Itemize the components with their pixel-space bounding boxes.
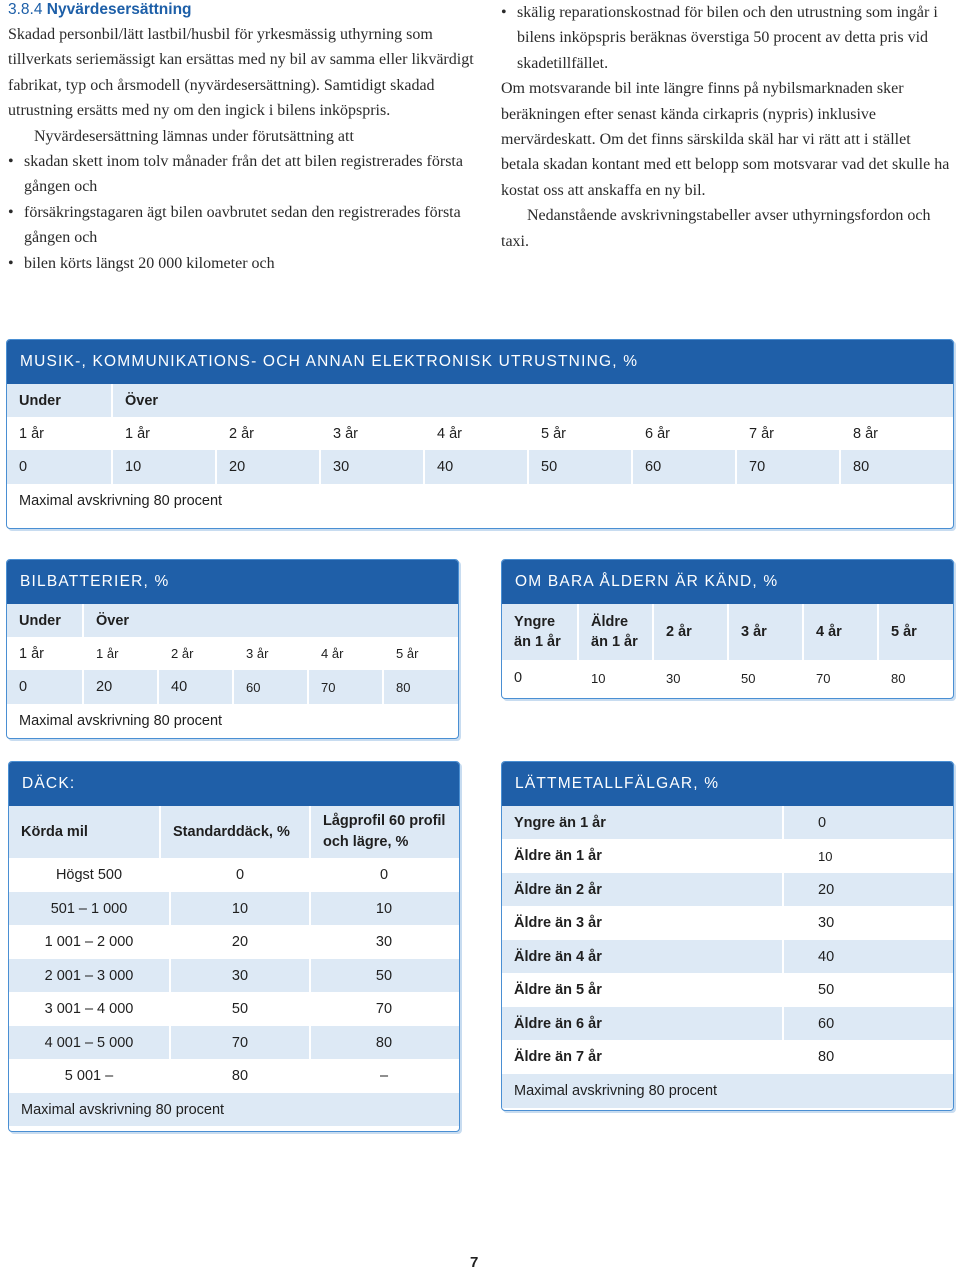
table-row bbox=[9, 1026, 459, 1059]
value-cell: 70 bbox=[735, 450, 839, 484]
mil-cell: Högst 500 bbox=[55, 867, 123, 883]
standard-cell: 30 bbox=[169, 959, 309, 992]
value-cell: 30 bbox=[319, 450, 423, 484]
header-under: Under bbox=[19, 392, 61, 409]
age-cell: 1 år bbox=[19, 425, 44, 442]
age-cell: 3 år bbox=[232, 637, 307, 670]
table-footer bbox=[502, 1074, 953, 1108]
condition-list bbox=[8, 149, 478, 276]
condition-item: • skälig reparationskostnad för bilen och den utrustning som ingår i bilens inköpspris beräknas överstiga 50 procent av detta pris vid skadetillfället. bbox=[501, 0, 951, 76]
age-cell: 2 år bbox=[157, 637, 232, 670]
header-under: Under bbox=[19, 612, 61, 629]
value-cell: 10 bbox=[111, 450, 215, 484]
value-cell: 20 bbox=[215, 450, 319, 484]
header-cell bbox=[502, 604, 577, 660]
header-cell: 2 år bbox=[652, 604, 727, 660]
page-number: 7 bbox=[470, 1254, 479, 1271]
table-row-values bbox=[502, 660, 953, 696]
value-cell: 0 bbox=[19, 679, 28, 695]
condition-item: • försäkringstagaren ägt bilen oavbrutet sedan den registrerades första gången och bbox=[8, 200, 478, 251]
table-footer bbox=[7, 704, 458, 737]
header-cell: 5 år bbox=[877, 604, 951, 660]
age-cell: 5 år bbox=[527, 417, 631, 450]
value-cell: 40 bbox=[423, 450, 527, 484]
age-label: Äldre än 1 år bbox=[514, 848, 602, 864]
value-cell: 50 bbox=[782, 973, 951, 1007]
table-title: MUSIK-, KOMMUNIKATIONS- OCH ANNAN ELEKTRONISK UTRUSTNING, % bbox=[7, 340, 953, 384]
mil-cell: 1 001 – 2 000 bbox=[44, 934, 134, 950]
table-row bbox=[502, 806, 953, 839]
condition-item: • skadan skett inom tolv månader från det att bilen registrerades första gången och bbox=[8, 149, 478, 200]
value-cell: 30 bbox=[782, 906, 951, 940]
table-row-header bbox=[7, 384, 953, 417]
paragraph-conditions: Nyvärdesersättning lämnas under förutsättning att bbox=[34, 127, 354, 145]
standard-cell: 80 bbox=[169, 1059, 309, 1093]
value-cell: 80 bbox=[839, 450, 951, 484]
table-musik-elektronik bbox=[6, 339, 954, 529]
mil-cell: 501 – 1 000 bbox=[50, 900, 128, 917]
header-cell: 4 år bbox=[802, 604, 877, 660]
table-row bbox=[9, 892, 459, 925]
table-row bbox=[502, 973, 953, 1007]
age-label: Yngre än 1 år bbox=[514, 814, 606, 831]
section-title: Nyvärdesersättning bbox=[46, 1, 192, 18]
table-row-values bbox=[7, 450, 953, 484]
lowprofile-cell: 50 bbox=[309, 959, 457, 992]
mil-cell: 4 001 – 5 000 bbox=[44, 1034, 134, 1051]
table-dack bbox=[8, 761, 460, 1132]
table-row-ages bbox=[7, 417, 953, 450]
table-footer bbox=[9, 1093, 459, 1126]
value-cell: 80 bbox=[382, 670, 456, 704]
table-row-header bbox=[9, 806, 459, 858]
table-row bbox=[9, 925, 459, 959]
age-label: Äldre än 6 år bbox=[514, 1015, 602, 1032]
header-line: än 1 år bbox=[591, 634, 638, 650]
table-row bbox=[502, 873, 953, 906]
value-cell: 10 bbox=[782, 839, 951, 873]
lowprofile-cell: 0 bbox=[309, 858, 457, 892]
mil-cell: 3 001 – 4 000 bbox=[44, 1001, 134, 1017]
age-cell: 1 år bbox=[82, 637, 157, 670]
value-cell: 80 bbox=[877, 660, 951, 696]
header-standarddack: Standarddäck, % bbox=[159, 806, 309, 858]
standard-cell: 0 bbox=[169, 858, 309, 892]
table-row-header bbox=[502, 604, 953, 660]
value-cell: 0 bbox=[514, 670, 523, 686]
standard-cell: 20 bbox=[169, 925, 309, 959]
header-over: Över bbox=[111, 384, 951, 417]
value-cell: 10 bbox=[577, 660, 652, 696]
footer-note: Maximal avskrivning 80 procent bbox=[21, 1101, 225, 1118]
value-cell: 80 bbox=[782, 1040, 951, 1074]
table-row bbox=[502, 839, 953, 873]
table-title: OM BARA ÅLDERN ÄR KÄND, % bbox=[502, 560, 953, 604]
value-cell: 50 bbox=[727, 660, 802, 696]
value-cell: 0 bbox=[782, 806, 951, 839]
age-label: Äldre än 2 år bbox=[514, 881, 602, 898]
section-number: 3.8.4 bbox=[8, 1, 43, 18]
lowprofile-cell: 70 bbox=[309, 992, 457, 1026]
table-row bbox=[9, 992, 459, 1026]
age-cell: 2 år bbox=[215, 417, 319, 450]
value-cell: 60 bbox=[232, 670, 307, 704]
lowprofile-cell: – bbox=[309, 1059, 457, 1093]
table-row-values bbox=[7, 670, 458, 704]
header-line: Lågprofil 60 profil bbox=[323, 813, 446, 829]
table-footer bbox=[7, 484, 953, 517]
footer-note: Maximal avskrivning 80 procent bbox=[514, 1083, 718, 1099]
header-over: Över bbox=[82, 604, 456, 637]
text-column-right bbox=[501, 0, 951, 254]
table-row bbox=[9, 959, 459, 992]
table-row bbox=[502, 1040, 953, 1074]
table-row-header bbox=[7, 604, 458, 637]
table-title: LÄTTMETALLFÄLGAR, % bbox=[502, 762, 953, 806]
paragraph-intro: Skadad personbil/lätt lastbil/husbil för yrkesmässig uthyrning som tillverkats seriemässigt kan ersättas med ny bil av samma eller likvärdigt fabrikat, typ och årsmodell (nyvärdesersättning). Samtidigt skadad utrustning ersätts med ny om den ingick i bilens inköpspris. bbox=[8, 26, 474, 120]
text-column-left bbox=[8, 0, 478, 276]
age-cell: 1 år bbox=[111, 417, 215, 450]
header-line: Äldre bbox=[591, 614, 629, 630]
footer-note: Maximal avskrivning 80 procent bbox=[19, 712, 223, 729]
age-cell: 6 år bbox=[631, 417, 735, 450]
table-alder bbox=[501, 559, 954, 699]
age-cell: 4 år bbox=[307, 637, 382, 670]
age-cell: 3 år bbox=[319, 417, 423, 450]
header-line: och lägre, % bbox=[323, 834, 409, 850]
section-heading bbox=[8, 0, 478, 20]
age-cell: 1 år bbox=[19, 645, 44, 662]
age-cell: 8 år bbox=[839, 417, 951, 450]
value-cell: 60 bbox=[631, 450, 735, 484]
value-cell: 50 bbox=[527, 450, 631, 484]
age-cell: 5 år bbox=[382, 637, 456, 670]
footer-note: Maximal avskrivning 80 procent bbox=[19, 492, 223, 509]
value-cell: 70 bbox=[307, 670, 382, 704]
age-cell: 7 år bbox=[735, 417, 839, 450]
value-cell: 40 bbox=[157, 670, 232, 704]
standard-cell: 50 bbox=[169, 992, 309, 1026]
age-label: Äldre än 3 år bbox=[514, 915, 602, 931]
header-cell: 3 år bbox=[727, 604, 802, 660]
table-row bbox=[9, 1059, 459, 1093]
value-cell: 30 bbox=[652, 660, 727, 696]
value-cell: 0 bbox=[19, 459, 28, 475]
age-label: Äldre än 5 år bbox=[514, 982, 602, 998]
table-row bbox=[502, 906, 953, 940]
value-cell: 60 bbox=[782, 1007, 951, 1040]
age-cell: 4 år bbox=[423, 417, 527, 450]
table-title: DÄCK: bbox=[9, 762, 459, 806]
header-line: Yngre bbox=[514, 614, 556, 630]
table-row bbox=[502, 1007, 953, 1040]
value-cell: 20 bbox=[82, 670, 157, 704]
standard-cell: 10 bbox=[169, 892, 309, 925]
paragraph-tables-note: Nedanstående avskrivningstabeller avser uthyrningsfordon och taxi. bbox=[501, 207, 931, 250]
mil-cell: 2 001 – 3 000 bbox=[44, 967, 134, 984]
lowprofile-cell: 30 bbox=[309, 925, 457, 959]
header-korda-mil: Körda mil bbox=[21, 824, 88, 840]
table-bilbatterier bbox=[6, 559, 459, 739]
condition-item: • bilen körts längst 20 000 kilometer och bbox=[8, 251, 478, 276]
value-cell: 40 bbox=[782, 940, 951, 973]
age-label: Äldre än 7 år bbox=[514, 1049, 602, 1065]
value-cell: 70 bbox=[802, 660, 877, 696]
age-label: Äldre än 4 år bbox=[514, 948, 602, 965]
standard-cell: 70 bbox=[169, 1026, 309, 1059]
header-line: än 1 år bbox=[514, 634, 561, 650]
lowprofile-cell: 10 bbox=[309, 892, 457, 925]
table-lattmetallfalgar bbox=[501, 761, 954, 1111]
condition-list-continued bbox=[501, 0, 951, 76]
mil-cell: 5 001 – bbox=[64, 1068, 114, 1084]
header-lagprofil bbox=[309, 806, 457, 858]
table-row-ages bbox=[7, 637, 458, 670]
paragraph-nypris: Om motsvarande bil inte längre finns på nybilsmarknaden sker beräkningen efter senast kända cirkapris (nypris) inklusive mervärdeskatt. Om det finns särskilda skäl har vi rätt att i stället betala skadan kontant med ett belopp som motsvarar vad det skulle ha kostat oss att anskaffa en ny bil. bbox=[501, 80, 950, 199]
value-cell: 20 bbox=[782, 873, 951, 906]
table-row bbox=[9, 858, 459, 892]
header-cell bbox=[577, 604, 652, 660]
lowprofile-cell: 80 bbox=[309, 1026, 457, 1059]
table-title: BILBATTERIER, % bbox=[7, 560, 458, 604]
table-row bbox=[502, 940, 953, 973]
